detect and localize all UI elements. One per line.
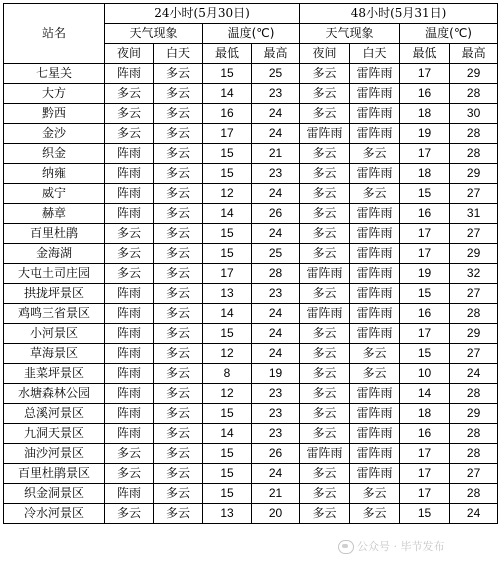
day1-max-temp-cell: 25 — [252, 64, 300, 84]
day2-day-weather-cell: 多云 — [350, 484, 400, 504]
day2-min-temp-cell: 16 — [400, 304, 450, 324]
day1-day-weather-cell: 多云 — [154, 284, 203, 304]
table-row — [4, 284, 498, 304]
day1-day-weather-cell: 多云 — [154, 64, 203, 84]
station-cell: 金海湖 — [4, 244, 105, 264]
day1-day-weather-cell: 多云 — [154, 324, 203, 344]
station-cell: 拱拢坪景区 — [4, 284, 105, 304]
watermark-text: 公众号 · 毕节发布 — [357, 540, 445, 553]
day1-max-temp-cell: 24 — [252, 184, 300, 204]
day2-night-weather-cell: 多云 — [300, 224, 350, 244]
day2-min-temp-cell: 14 — [400, 384, 450, 404]
day2-day-weather-cell: 多云 — [350, 144, 400, 164]
day2-min-temp-cell: 18 — [400, 164, 450, 184]
day2-max-temp-cell: 29 — [450, 324, 498, 344]
day2-min-temp-cell: 16 — [400, 204, 450, 224]
day1-day-weather-cell: 多云 — [154, 384, 203, 404]
day1-night-weather-cell: 阵雨 — [105, 64, 154, 84]
day1-night-weather-cell: 多云 — [105, 444, 154, 464]
day1-night-weather-cell: 多云 — [105, 464, 154, 484]
day2-night-weather-cell: 多云 — [300, 504, 350, 524]
day1-max-temp-cell: 21 — [252, 484, 300, 504]
day2-day-weather-cell: 雷阵雨 — [350, 264, 400, 284]
day1-night-weather-cell: 阵雨 — [105, 424, 154, 444]
day2-min-temp-cell: 16 — [400, 424, 450, 444]
day1-max-temp-cell: 23 — [252, 404, 300, 424]
day2-max-temp-cell: 30 — [450, 104, 498, 124]
day1-night-weather-cell: 阵雨 — [105, 284, 154, 304]
day2-night-weather-cell: 多云 — [300, 204, 350, 224]
day2-day-weather-cell: 雷阵雨 — [350, 84, 400, 104]
day2-max-temp-cell: 27 — [450, 464, 498, 484]
day2-max-temp-cell: 29 — [450, 244, 498, 264]
day1-min-temp-cell: 13 — [203, 504, 252, 524]
day1-day-weather-cell: 多云 — [154, 344, 203, 364]
day1-day-weather-cell: 多云 — [154, 404, 203, 424]
table-row — [4, 404, 498, 424]
day1-min-temp-cell: 14 — [203, 204, 252, 224]
day1-night-weather-cell: 多云 — [105, 224, 154, 244]
day2-day-weather-cell: 雷阵雨 — [350, 124, 400, 144]
table-row — [4, 324, 498, 344]
day1-min-temp-cell: 16 — [203, 104, 252, 124]
day2-max-temp-cell: 29 — [450, 64, 498, 84]
day1-night-weather-cell: 多云 — [105, 124, 154, 144]
day2-night-weather-cell: 多云 — [300, 324, 350, 344]
day1-day-weather-cell: 多云 — [154, 124, 203, 144]
station-cell: 纳雍 — [4, 164, 105, 184]
day2-max-temp-cell: 29 — [450, 404, 498, 424]
day2-day-weather-cell: 雷阵雨 — [350, 324, 400, 344]
station-cell: 赫章 — [4, 204, 105, 224]
table-row — [4, 444, 498, 464]
day1-max-temp-cell: 25 — [252, 244, 300, 264]
day2-max-temp-cell: 27 — [450, 284, 498, 304]
day1-min-temp-cell: 15 — [203, 144, 252, 164]
day2-min-temp-cell: 17 — [400, 444, 450, 464]
day1-night-weather-cell: 阵雨 — [105, 364, 154, 384]
day2-day-weather-cell: 雷阵雨 — [350, 304, 400, 324]
station-cell: 鸡鸣三省景区 — [4, 304, 105, 324]
day1-min-temp-cell: 13 — [203, 284, 252, 304]
station-cell: 七星关 — [4, 64, 105, 84]
day1-max-temp-cell: 24 — [252, 464, 300, 484]
day2-night-weather-cell: 多云 — [300, 64, 350, 84]
table-row — [4, 424, 498, 444]
station-cell: 百里杜鹃 — [4, 224, 105, 244]
table-row — [4, 464, 498, 484]
station-cell: 金沙 — [4, 124, 105, 144]
day2-min-temp-cell: 15 — [400, 504, 450, 524]
day1-max-temp-cell: 24 — [252, 224, 300, 244]
period-header-row — [4, 4, 498, 24]
day2-day-weather-cell: 雷阵雨 — [350, 424, 400, 444]
day1-min-temp-cell: 14 — [203, 424, 252, 444]
day2-max-temp-cell: 28 — [450, 304, 498, 324]
station-cell: 大屯土司庄园 — [4, 264, 105, 284]
day1-min-temp-cell: 14 — [203, 304, 252, 324]
day1-max-temp-cell: 28 — [252, 264, 300, 284]
table-row — [4, 224, 498, 244]
station-cell: 威宁 — [4, 184, 105, 204]
day2-max-temp-cell: 28 — [450, 124, 498, 144]
day2-day-weather-cell: 雷阵雨 — [350, 64, 400, 84]
day1-day-weather-cell: 多云 — [154, 244, 203, 264]
day1-day-weather-cell: 多云 — [154, 104, 203, 124]
table-row — [4, 184, 498, 204]
table-row — [4, 364, 498, 384]
day1-day-weather-cell: 多云 — [154, 184, 203, 204]
day2-day-weather-cell: 雷阵雨 — [350, 284, 400, 304]
day1-day-weather-cell: 多云 — [154, 264, 203, 284]
day1-day-weather-cell: 多云 — [154, 204, 203, 224]
day1-day-weather-cell: 多云 — [154, 224, 203, 244]
day1-max-temp-cell: 20 — [252, 504, 300, 524]
period-header-day2: 48小时(5月31日) — [300, 4, 498, 24]
table-row — [4, 484, 498, 504]
day1-day-weather-cell: 多云 — [154, 304, 203, 324]
day1-night-weather-cell: 阵雨 — [105, 144, 154, 164]
day2-day-weather-cell: 多云 — [350, 364, 400, 384]
day2-min-temp-cell: 17 — [400, 144, 450, 164]
day1-night-weather-cell: 阵雨 — [105, 204, 154, 224]
station-cell: 九洞天景区 — [4, 424, 105, 444]
day2-min-temp-cell: 17 — [400, 324, 450, 344]
day1-min-temp-cell: 17 — [203, 124, 252, 144]
sub-header-day-day2: 白天 — [350, 44, 400, 64]
table-row — [4, 144, 498, 164]
day1-night-weather-cell: 阵雨 — [105, 404, 154, 424]
day2-night-weather-cell: 多云 — [300, 104, 350, 124]
day2-min-temp-cell: 19 — [400, 264, 450, 284]
day2-max-temp-cell: 27 — [450, 184, 498, 204]
sub-header-night-day1: 夜间 — [105, 44, 154, 64]
table-row — [4, 64, 498, 84]
day2-min-temp-cell: 15 — [400, 184, 450, 204]
station-cell: 大方 — [4, 84, 105, 104]
day1-min-temp-cell: 15 — [203, 484, 252, 504]
day2-night-weather-cell: 雷阵雨 — [300, 304, 350, 324]
day2-max-temp-cell: 27 — [450, 344, 498, 364]
day1-max-temp-cell: 21 — [252, 144, 300, 164]
day2-max-temp-cell: 28 — [450, 444, 498, 464]
sub-header-min-day1: 最低 — [203, 44, 252, 64]
table-row — [4, 244, 498, 264]
station-cell: 水塘森林公园 — [4, 384, 105, 404]
day1-night-weather-cell: 多云 — [105, 104, 154, 124]
day2-max-temp-cell: 29 — [450, 164, 498, 184]
table-row — [4, 504, 498, 524]
sub-header-min-day2: 最低 — [400, 44, 450, 64]
day2-min-temp-cell: 17 — [400, 64, 450, 84]
day1-max-temp-cell: 23 — [252, 164, 300, 184]
station-cell: 黔西 — [4, 104, 105, 124]
group-header-temp-day2: 温度(℃) — [400, 24, 498, 44]
day1-night-weather-cell: 阵雨 — [105, 164, 154, 184]
sub-header-max-day1: 最高 — [252, 44, 300, 64]
day2-night-weather-cell: 多云 — [300, 244, 350, 264]
day2-day-weather-cell: 雷阵雨 — [350, 164, 400, 184]
day2-max-temp-cell: 27 — [450, 224, 498, 244]
day1-max-temp-cell: 23 — [252, 424, 300, 444]
day2-night-weather-cell: 多云 — [300, 404, 350, 424]
day2-night-weather-cell: 多云 — [300, 84, 350, 104]
day2-min-temp-cell: 17 — [400, 464, 450, 484]
day2-max-temp-cell: 28 — [450, 424, 498, 444]
day1-day-weather-cell: 多云 — [154, 424, 203, 444]
day1-min-temp-cell: 17 — [203, 264, 252, 284]
day2-max-temp-cell: 28 — [450, 384, 498, 404]
day2-max-temp-cell: 28 — [450, 84, 498, 104]
day1-min-temp-cell: 14 — [203, 84, 252, 104]
day2-min-temp-cell: 18 — [400, 104, 450, 124]
station-cell: 百里杜鹃景区 — [4, 464, 105, 484]
day1-max-temp-cell: 24 — [252, 324, 300, 344]
forecast-table — [3, 3, 498, 524]
day1-max-temp-cell: 24 — [252, 344, 300, 364]
period-header-day1: 24小时(5月30日) — [105, 4, 300, 24]
station-cell: 草海景区 — [4, 344, 105, 364]
day2-night-weather-cell: 多云 — [300, 184, 350, 204]
day2-min-temp-cell: 16 — [400, 84, 450, 104]
day1-max-temp-cell: 24 — [252, 304, 300, 324]
day2-night-weather-cell: 雷阵雨 — [300, 264, 350, 284]
day2-max-temp-cell: 31 — [450, 204, 498, 224]
day1-max-temp-cell: 23 — [252, 384, 300, 404]
day2-min-temp-cell: 19 — [400, 124, 450, 144]
day1-day-weather-cell: 多云 — [154, 484, 203, 504]
day2-max-temp-cell: 28 — [450, 144, 498, 164]
day1-night-weather-cell: 阵雨 — [105, 304, 154, 324]
station-cell: 总溪河景区 — [4, 404, 105, 424]
table-row — [4, 164, 498, 184]
day1-day-weather-cell: 多云 — [154, 164, 203, 184]
day1-day-weather-cell: 多云 — [154, 364, 203, 384]
day1-min-temp-cell: 15 — [203, 444, 252, 464]
day2-min-temp-cell: 17 — [400, 224, 450, 244]
group-header-weather-day1: 天气现象 — [105, 24, 203, 44]
day2-day-weather-cell: 雷阵雨 — [350, 204, 400, 224]
station-cell: 韭菜坪景区 — [4, 364, 105, 384]
day2-min-temp-cell: 15 — [400, 344, 450, 364]
day1-min-temp-cell: 15 — [203, 164, 252, 184]
wechat-icon — [338, 540, 354, 554]
day2-min-temp-cell: 17 — [400, 484, 450, 504]
day1-min-temp-cell: 15 — [203, 64, 252, 84]
day2-day-weather-cell: 多云 — [350, 184, 400, 204]
table-row — [4, 384, 498, 404]
sub-header-max-day2: 最高 — [450, 44, 498, 64]
group-header-weather-day2: 天气现象 — [300, 24, 400, 44]
day1-night-weather-cell: 多云 — [105, 264, 154, 284]
day2-max-temp-cell: 28 — [450, 484, 498, 504]
station-cell: 织金洞景区 — [4, 484, 105, 504]
forecast-body — [4, 64, 498, 524]
table-row — [4, 204, 498, 224]
day2-night-weather-cell: 多云 — [300, 424, 350, 444]
day2-min-temp-cell: 18 — [400, 404, 450, 424]
day2-min-temp-cell: 10 — [400, 364, 450, 384]
day1-min-temp-cell: 12 — [203, 184, 252, 204]
day2-day-weather-cell: 雷阵雨 — [350, 244, 400, 264]
day1-day-weather-cell: 多云 — [154, 464, 203, 484]
day1-night-weather-cell: 阵雨 — [105, 344, 154, 364]
station-cell: 冷水河景区 — [4, 504, 105, 524]
day2-night-weather-cell: 雷阵雨 — [300, 444, 350, 464]
station-column-header: 站名 — [4, 4, 105, 64]
day2-day-weather-cell: 雷阵雨 — [350, 384, 400, 404]
day2-night-weather-cell: 多云 — [300, 384, 350, 404]
day1-min-temp-cell: 15 — [203, 404, 252, 424]
day1-night-weather-cell: 阵雨 — [105, 184, 154, 204]
day2-max-temp-cell: 24 — [450, 364, 498, 384]
day1-min-temp-cell: 15 — [203, 224, 252, 244]
day1-min-temp-cell: 15 — [203, 244, 252, 264]
day1-day-weather-cell: 多云 — [154, 444, 203, 464]
group-header-temp-day1: 温度(℃) — [203, 24, 300, 44]
day2-day-weather-cell: 雷阵雨 — [350, 104, 400, 124]
day2-night-weather-cell: 雷阵雨 — [300, 124, 350, 144]
station-cell: 油沙河景区 — [4, 444, 105, 464]
table-row — [4, 124, 498, 144]
table-row — [4, 344, 498, 364]
day2-day-weather-cell: 雷阵雨 — [350, 404, 400, 424]
sub-header-day-day1: 白天 — [154, 44, 203, 64]
station-cell: 小河景区 — [4, 324, 105, 344]
day2-max-temp-cell: 24 — [450, 504, 498, 524]
table-row — [4, 304, 498, 324]
station-cell: 织金 — [4, 144, 105, 164]
day2-night-weather-cell: 多云 — [300, 144, 350, 164]
day2-night-weather-cell: 多云 — [300, 284, 350, 304]
day1-max-temp-cell: 26 — [252, 444, 300, 464]
day1-night-weather-cell: 多云 — [105, 244, 154, 264]
day1-min-temp-cell: 15 — [203, 464, 252, 484]
day2-day-weather-cell: 多云 — [350, 504, 400, 524]
day1-min-temp-cell: 15 — [203, 324, 252, 344]
day1-day-weather-cell: 多云 — [154, 84, 203, 104]
day2-night-weather-cell: 多云 — [300, 484, 350, 504]
day2-max-temp-cell: 32 — [450, 264, 498, 284]
day2-night-weather-cell: 多云 — [300, 464, 350, 484]
table-row — [4, 264, 498, 284]
day1-day-weather-cell: 多云 — [154, 144, 203, 164]
day1-max-temp-cell: 26 — [252, 204, 300, 224]
day1-day-weather-cell: 多云 — [154, 504, 203, 524]
table-row — [4, 104, 498, 124]
day1-max-temp-cell: 19 — [252, 364, 300, 384]
day1-max-temp-cell: 24 — [252, 104, 300, 124]
day1-max-temp-cell: 24 — [252, 124, 300, 144]
table-row — [4, 84, 498, 104]
day1-night-weather-cell: 多云 — [105, 84, 154, 104]
day2-day-weather-cell: 雷阵雨 — [350, 444, 400, 464]
day2-min-temp-cell: 17 — [400, 244, 450, 264]
day2-night-weather-cell: 多云 — [300, 364, 350, 384]
day1-night-weather-cell: 阵雨 — [105, 384, 154, 404]
day1-night-weather-cell: 阵雨 — [105, 324, 154, 344]
day1-min-temp-cell: 8 — [203, 364, 252, 384]
day2-day-weather-cell: 多云 — [350, 344, 400, 364]
day2-min-temp-cell: 15 — [400, 284, 450, 304]
day1-max-temp-cell: 23 — [252, 284, 300, 304]
day2-night-weather-cell: 多云 — [300, 344, 350, 364]
watermark — [338, 538, 445, 554]
sub-header-night-day2: 夜间 — [300, 44, 350, 64]
day1-night-weather-cell: 多云 — [105, 504, 154, 524]
day1-night-weather-cell: 阵雨 — [105, 484, 154, 504]
day2-night-weather-cell: 多云 — [300, 164, 350, 184]
day2-day-weather-cell: 雷阵雨 — [350, 224, 400, 244]
day1-min-temp-cell: 12 — [203, 384, 252, 404]
day2-day-weather-cell: 雷阵雨 — [350, 464, 400, 484]
day1-max-temp-cell: 23 — [252, 84, 300, 104]
day1-min-temp-cell: 12 — [203, 344, 252, 364]
